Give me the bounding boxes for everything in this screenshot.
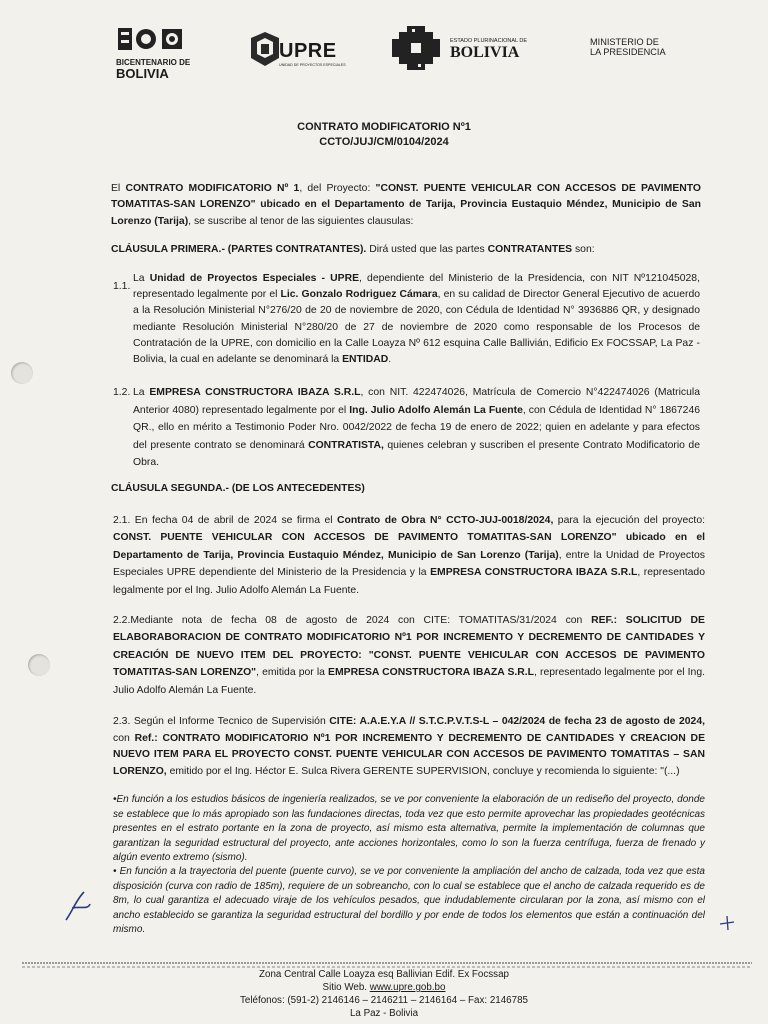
text-run: , del Proyecto: (299, 183, 376, 194)
clausula-segunda-heading (111, 481, 701, 497)
text-run: Ing. Julio Adolfo Alemán La Fuente (349, 404, 523, 416)
text-run: ENTIDAD (342, 354, 389, 366)
text-run: EMPRESA CONSTRUCTORA IBAZA S.R.L (430, 567, 638, 579)
item-2-1-text (113, 512, 705, 599)
bicentenario-top-text: BICENTENARIO DE (116, 58, 191, 67)
text-run: Ref.: CONTRATO MODIFICATORIO Nº1 POR INCREMENTO Y DECREMENTO DE CANTIDADES Y CREACION DE NUEVO ITEM PARA EL PROYECTO CONST. PUENTE VEHICULAR CON ACCESOS DE PAVIMENTO TOMATITAS – SAN LORENZO, (113, 732, 705, 777)
document-title: CONTRATO MODIFICATORIO Nº1 (297, 121, 471, 133)
clausula-primera-heading (111, 242, 701, 258)
estado-chakana-icon (390, 24, 442, 72)
text-run: CONTRATANTES (487, 244, 573, 255)
intro-paragraph (111, 181, 701, 230)
text-run: EMPRESA CONSTRUCTORA IBAZA S.R.L (149, 387, 361, 398)
bicentenario-emblem-icon (116, 26, 191, 54)
text-run: La (133, 273, 150, 284)
text-run: EMPRESA CONSTRUCTORA IBAZA S.R.L (328, 667, 535, 679)
item-2-3-text (113, 714, 705, 780)
text-run: , entre la Unidad de Proyectos Especiales UPRE dependiente del Ministerio de la Presidencia y la (113, 549, 705, 579)
item-1-2-number: 1.2. (113, 387, 131, 398)
punch-hole-top (11, 362, 33, 384)
estado-caption: ESTADO PLURINACIONAL DE (450, 38, 528, 44)
document-code: CCTO/JUJ/CM/0104/2024 (319, 136, 449, 148)
upre-logo-text: UPRE (279, 40, 337, 62)
footer-city: La Paz - Bolivia (349, 1008, 419, 1019)
bullet-1: •En función a los estudios básicos de ingeniería realizados, se ve por conveniente la elaboración de un rediseño del proyecto, donde se establece que lo más apropiado son las fundaciones directas, toda vez que esto permite aprovechar las propiedades geotécnicas presentes en el estrato portante en la zona de proyecto, así mismo esta alternativa, permite la implementación de columnas que garantizan la seguridad estructural del proyecto, ante acciones horizontales, como lo son la fuerza centrífuga, fuerza de frenado y algún evento extremo (sismo). (113, 794, 705, 863)
text-run: , dependiente del Ministerio de la Presidencia, con NIT Nº121045028, representado legalmente por el (133, 273, 700, 301)
estado-name: BOLIVIA (450, 44, 520, 61)
text-run: La (133, 387, 150, 398)
footer-phones: Teléfonos: (591-2) 2146146 – 2146211 – 2146164 – Fax: 2146785 (240, 995, 528, 1006)
text-run: 2.3. Según el Informe Tecnico de Supervisión (113, 716, 330, 727)
text-run: REF.: SOLICITUD DE ELABORABORACION DE CONTRATO MODIFICATORIO Nº1 POR INCREMENTO Y DECREMENTO DE CANTIDADES Y CREACIÓN DE NUEVO ITEM DEL PROYECTO: "CONST. PUENTE VEHICULAR CON ACCESOS DE PAVIMENTO TOMATITAS-SAN LORENZO" (113, 615, 705, 679)
text-run: CONST. PUENTE VEHICULAR CON ACCESOS DE PAVIMENTO TOMATITAS-SAN LORENZO" ubicado en el Departamento de Tarija, Provincia Eustaquio Méndez, Municipio de San Lorenzo (Tarija) (113, 532, 705, 561)
text-run: CLÁUSULA PRIMERA.- (PARTES CONTRATANTES). (111, 244, 367, 255)
text-run: Lic. Gonzalo Rodriguez Cámara (280, 289, 438, 301)
bullet-2: • En función a la trayectoria del puente (puente curvo), se ve por conveniente la ampliación del ancho de calzada, toda vez que esta disposición (curva con radio de 185m), requiere de un sobreancho, con lo cual se establece que el ancho de calzada requerido es de 8m, lo cual garantiza el adecuado viraje de los vehículos pesados, que indudablemente circularan por la zona, así mismo con el ancho establecido se garantiza la seguridad estructural del bordillo y por ende de todos los elementos que están a continuación del mismo. (113, 866, 705, 935)
text-run: , en su calidad de Director General Ejecutivo de acuerdo a la Resolución Ministerial N°276/20 de 20 de noviembre de 2020, con Cédula de Identidad N° 3936886 QR, y designado mediante Resolución Ministerial N°280/20 de 27 de noviembre de 2020 como responsable de los Procesos de Contratación de la UPRE, con domicilio en la Calle Loayza Nº 612 esquina Calle Ballivián, Edificio Ex FOCSSAP, La Paz - Bolivia, la cual en adelante se denominará la (133, 289, 700, 366)
item-1-1-number: 1.1. (113, 281, 131, 292)
tick-mark-icon (718, 914, 736, 932)
ministerio-line2: LA PRESIDENCIA (590, 47, 666, 57)
text-run: , representado legalmente por el Ing. Julio Adolfo Alemán La Fuente. (113, 567, 705, 596)
estado-logo (390, 24, 540, 74)
signature-mark-icon (62, 888, 94, 924)
text-run: , con NIT. 422474026, Matrícula de Comercio N°422474026 (Matricula Anterior 4080) representado legalmente por el (133, 387, 700, 416)
bicentenario-bottom-text: BOLIVIA (116, 66, 169, 81)
text-run: son: (572, 244, 595, 255)
text-run: , se suscribe al tenor de las siguientes clausulas: (188, 215, 414, 227)
text-run: CLÁUSULA SEGUNDA.- (DE LOS ANTECEDENTES) (111, 483, 365, 494)
text-run: emitido por el Ing. Héctor E. Sulca Rivera GERENTE SUPERVISION, concluye y recomienda lo siguiente: "(...) (166, 765, 680, 777)
bicentenario-logo (116, 26, 191, 81)
text-run: Contrato de Obra N° CCTO-JUJ-0018/2024, (336, 515, 554, 526)
upre-cube-icon (247, 30, 281, 70)
text-run: Dirá usted que las partes (366, 244, 488, 255)
text-run: "CONST. PUENTE VEHICULAR CON ACCESOS DE PAVIMENTO TOMATITAS-SAN LORENZO" ubicado en el Departamento de Tarija, Provincia Eustaquio Méndez, Municipio de San Lorenzo (Tarija) (111, 183, 702, 227)
text-run: CONTRATISTA, (308, 439, 384, 451)
text-run: , emitida por la (256, 667, 329, 679)
text-run: , con Cédula de Identidad N° 1867246 QR., ello en mérito a Testimonio Poder Nro. 0042/2022 de fecha 19 de enero de 2022; quien en adelante y para efectos del presente contrato se denominará (133, 404, 701, 451)
text-run: , representado legalmente por el Ing. Julio Adolfo Alemán La Fuente. (113, 667, 705, 696)
upre-caption: UNIDAD DE PROYECTOS ESPECIALES (279, 63, 346, 67)
text-run: CONTRATO MODIFICATORIO Nº 1 (125, 183, 300, 194)
text-run: . (388, 354, 392, 366)
ministerio-text (590, 37, 666, 57)
website-link[interactable]: www.upre.gob.bo (369, 982, 446, 993)
text-run: Unidad de Proyectos Especiales - UPRE (149, 273, 360, 284)
footer-website (0, 981, 768, 994)
text-run: con (113, 732, 135, 744)
text-run: 2.1. En fecha 04 de abril de 2024 se firma el (113, 515, 337, 526)
text-run: CITE: A.A.E.Y.A // S.T.C.P.V.T.S-L – 042/2024 de fecha 23 de agosto de 2024, (329, 716, 705, 727)
footer-address: Zona Central Calle Loayza esq Ballivian Edif. Ex Focssap (259, 969, 509, 980)
text-run: quienes celebran y suscriben el presente Contrato Modificatorio de Obra. (133, 439, 700, 468)
punch-hole-bottom (28, 654, 50, 676)
item-1-2-text (133, 384, 700, 472)
text-run: El (111, 183, 126, 194)
text-run: para la ejecución del proyecto: (553, 515, 705, 526)
website-label: Sitio Web. (322, 982, 370, 993)
item-2-2-text (113, 612, 705, 699)
upre-logo (247, 30, 347, 72)
item-1-1-text (133, 271, 700, 368)
ministerio-line1: MINISTERIO DE (590, 37, 659, 47)
text-run: 2.2.Mediante nota de fecha 08 de agosto de 2024 con CITE: TOMATITAS/31/2024 con (113, 615, 592, 626)
